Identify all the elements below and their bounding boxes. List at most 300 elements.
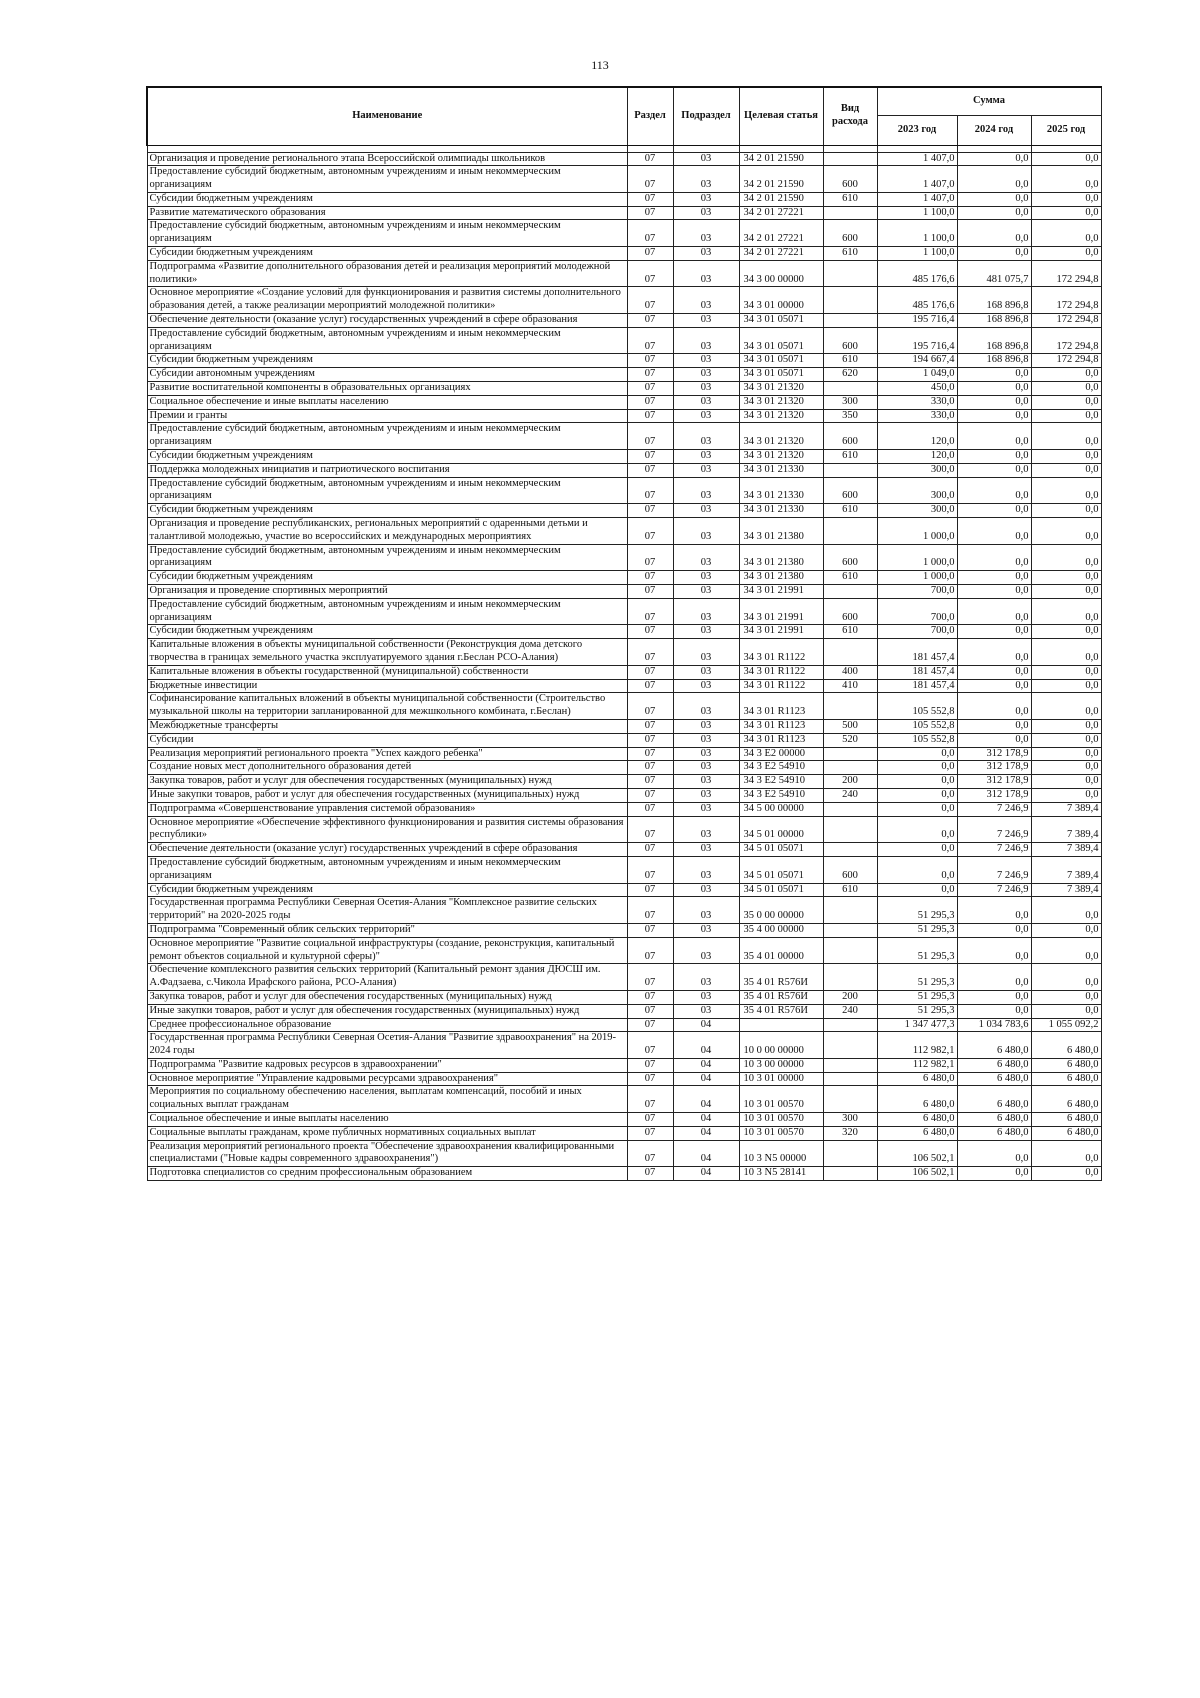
row-sum-2023: 485 176,6 bbox=[877, 287, 957, 314]
row-section: 07 bbox=[627, 897, 673, 924]
row-target-article: 35 4 00 00000 bbox=[739, 923, 823, 937]
row-sum-2023: 181 457,4 bbox=[877, 639, 957, 666]
row-sum-2024: 312 178,9 bbox=[957, 775, 1031, 789]
table-row bbox=[147, 883, 1101, 897]
row-sum-2023: 330,0 bbox=[877, 409, 957, 423]
row-target-article: 34 5 01 00000 bbox=[739, 816, 823, 843]
row-name: Подпрограмма "Развитие кадровых ресурсов в здравоохранении" bbox=[147, 1058, 627, 1072]
row-sum-2025: 0,0 bbox=[1031, 192, 1101, 206]
row-section: 07 bbox=[627, 625, 673, 639]
row-sum-2025: 0,0 bbox=[1031, 1140, 1101, 1167]
row-section: 07 bbox=[627, 719, 673, 733]
row-expense-type: 610 bbox=[823, 571, 877, 585]
row-sum-2025: 0,0 bbox=[1031, 679, 1101, 693]
row-subsection: 04 bbox=[673, 1167, 739, 1181]
row-expense-type bbox=[823, 518, 877, 545]
row-name: Капитальные вложения в объекты государственной (муниципальной) собственности bbox=[147, 665, 627, 679]
row-name: Поддержка молодежных инициатив и патриотического воспитания bbox=[147, 463, 627, 477]
row-name: Государственная программа Республики Северная Осетия-Алания "Развитие здравоохранения" на 2019-2024 годы bbox=[147, 1032, 627, 1059]
row-subsection: 03 bbox=[673, 409, 739, 423]
table-row bbox=[147, 368, 1101, 382]
row-sum-2023: 1 049,0 bbox=[877, 368, 957, 382]
row-section: 07 bbox=[627, 1004, 673, 1018]
row-sum-2024: 0,0 bbox=[957, 166, 1031, 193]
row-name: Субсидии автономным учреждениям bbox=[147, 368, 627, 382]
row-target-article: 34 3 01 05071 bbox=[739, 354, 823, 368]
row-name: Основное мероприятие "Развитие социальной инфраструктуры (создание, реконструкция, капитальный ремонт объектов социальной и культурной сферы)" bbox=[147, 937, 627, 964]
row-sum-2024: 0,0 bbox=[957, 450, 1031, 464]
row-sum-2023: 194 667,4 bbox=[877, 354, 957, 368]
row-expense-type: 500 bbox=[823, 719, 877, 733]
row-subsection: 03 bbox=[673, 733, 739, 747]
row-target-article bbox=[739, 1018, 823, 1032]
row-section: 07 bbox=[627, 382, 673, 396]
table-row bbox=[147, 571, 1101, 585]
row-target-article: 35 4 01 00000 bbox=[739, 937, 823, 964]
row-section: 07 bbox=[627, 1140, 673, 1167]
table-row bbox=[147, 598, 1101, 625]
row-target-article: 34 2 01 21590 bbox=[739, 166, 823, 193]
table-row bbox=[147, 1140, 1101, 1167]
table-row bbox=[147, 450, 1101, 464]
row-name: Субсидии бюджетным учреждениям bbox=[147, 450, 627, 464]
row-section: 07 bbox=[627, 220, 673, 247]
row-expense-type bbox=[823, 747, 877, 761]
row-expense-type: 200 bbox=[823, 990, 877, 1004]
row-sum-2024: 0,0 bbox=[957, 923, 1031, 937]
row-target-article: 10 3 N5 28141 bbox=[739, 1167, 823, 1181]
row-sum-2024: 0,0 bbox=[957, 247, 1031, 261]
row-subsection: 03 bbox=[673, 937, 739, 964]
row-name: Реализация мероприятий регионального проекта "Обеспечение здравоохранения квалифицированными специалистами ("Новые кадры современного здравоохранения") bbox=[147, 1140, 627, 1167]
row-sum-2025: 6 480,0 bbox=[1031, 1113, 1101, 1127]
row-section: 07 bbox=[627, 802, 673, 816]
table-row bbox=[147, 314, 1101, 328]
row-sum-2023: 51 295,3 bbox=[877, 937, 957, 964]
row-sum-2025: 0,0 bbox=[1031, 463, 1101, 477]
header-name: Наименование bbox=[147, 87, 627, 145]
row-sum-2023: 0,0 bbox=[877, 747, 957, 761]
row-section: 07 bbox=[627, 598, 673, 625]
row-name: Предоставление субсидий бюджетным, автономным учреждениям и иным некоммерческим организациям bbox=[147, 477, 627, 504]
row-sum-2023: 700,0 bbox=[877, 625, 957, 639]
row-subsection: 03 bbox=[673, 761, 739, 775]
row-sum-2025: 0,0 bbox=[1031, 719, 1101, 733]
row-subsection: 03 bbox=[673, 843, 739, 857]
row-sum-2024: 6 480,0 bbox=[957, 1072, 1031, 1086]
row-expense-type bbox=[823, 693, 877, 720]
row-section: 07 bbox=[627, 585, 673, 599]
row-section: 07 bbox=[627, 1072, 673, 1086]
row-sum-2024: 0,0 bbox=[957, 571, 1031, 585]
table-row bbox=[147, 625, 1101, 639]
row-target-article: 34 3 01 21320 bbox=[739, 395, 823, 409]
row-sum-2025: 7 389,4 bbox=[1031, 816, 1101, 843]
table-row bbox=[147, 287, 1101, 314]
row-name: Иные закупки товаров, работ и услуг для обеспечения государственных (муниципальных) нужд bbox=[147, 788, 627, 802]
row-expense-type: 610 bbox=[823, 883, 877, 897]
row-sum-2023: 6 480,0 bbox=[877, 1113, 957, 1127]
row-sum-2023: 700,0 bbox=[877, 585, 957, 599]
row-subsection: 04 bbox=[673, 1113, 739, 1127]
row-sum-2024: 6 480,0 bbox=[957, 1113, 1031, 1127]
row-sum-2024: 0,0 bbox=[957, 192, 1031, 206]
row-sum-2025: 0,0 bbox=[1031, 206, 1101, 220]
row-sum-2024: 0,0 bbox=[957, 665, 1031, 679]
row-expense-type bbox=[823, 761, 877, 775]
row-sum-2024: 7 246,9 bbox=[957, 856, 1031, 883]
row-sum-2023: 112 982,1 bbox=[877, 1032, 957, 1059]
row-subsection: 03 bbox=[673, 518, 739, 545]
row-subsection: 03 bbox=[673, 679, 739, 693]
row-section: 07 bbox=[627, 368, 673, 382]
row-name: Субсидии бюджетным учреждениям bbox=[147, 247, 627, 261]
row-sum-2025: 172 294,8 bbox=[1031, 354, 1101, 368]
row-sum-2024: 0,0 bbox=[957, 693, 1031, 720]
row-sum-2023: 51 295,3 bbox=[877, 897, 957, 924]
row-section: 07 bbox=[627, 775, 673, 789]
row-expense-type bbox=[823, 816, 877, 843]
row-name: Среднее профессиональное образование bbox=[147, 1018, 627, 1032]
row-expense-type: 610 bbox=[823, 192, 877, 206]
row-target-article: 34 3 01 21991 bbox=[739, 585, 823, 599]
row-subsection: 03 bbox=[673, 923, 739, 937]
row-subsection: 03 bbox=[673, 314, 739, 328]
row-section: 07 bbox=[627, 206, 673, 220]
table-row bbox=[147, 220, 1101, 247]
row-sum-2025: 0,0 bbox=[1031, 450, 1101, 464]
row-sum-2025: 7 389,4 bbox=[1031, 802, 1101, 816]
table-row bbox=[147, 843, 1101, 857]
row-expense-type bbox=[823, 152, 877, 166]
row-target-article: 35 4 01 R576И bbox=[739, 964, 823, 991]
row-section: 07 bbox=[627, 923, 673, 937]
row-sum-2024: 0,0 bbox=[957, 964, 1031, 991]
row-sum-2023: 330,0 bbox=[877, 395, 957, 409]
row-target-article: 34 3 01 21991 bbox=[739, 625, 823, 639]
table-row bbox=[147, 897, 1101, 924]
row-sum-2024: 0,0 bbox=[957, 679, 1031, 693]
row-subsection: 03 bbox=[673, 816, 739, 843]
row-sum-2025: 0,0 bbox=[1031, 423, 1101, 450]
row-subsection: 03 bbox=[673, 463, 739, 477]
row-sum-2024: 168 896,8 bbox=[957, 287, 1031, 314]
row-sum-2023: 1 407,0 bbox=[877, 192, 957, 206]
row-name: Бюджетные инвестиции bbox=[147, 679, 627, 693]
row-name: Субсидии бюджетным учреждениям bbox=[147, 504, 627, 518]
header-year-2025: 2025 год bbox=[1031, 115, 1101, 145]
row-expense-type bbox=[823, 964, 877, 991]
row-sum-2023: 105 552,8 bbox=[877, 719, 957, 733]
row-section: 07 bbox=[627, 1058, 673, 1072]
row-subsection: 04 bbox=[673, 1086, 739, 1113]
row-target-article: 10 3 01 00000 bbox=[739, 1072, 823, 1086]
row-expense-type bbox=[823, 1032, 877, 1059]
row-expense-type: 600 bbox=[823, 856, 877, 883]
row-sum-2025: 0,0 bbox=[1031, 937, 1101, 964]
row-sum-2025: 0,0 bbox=[1031, 504, 1101, 518]
table-row bbox=[147, 585, 1101, 599]
row-section: 07 bbox=[627, 856, 673, 883]
row-target-article: 10 3 01 00570 bbox=[739, 1113, 823, 1127]
row-target-article: 34 3 E2 54910 bbox=[739, 761, 823, 775]
row-sum-2025: 0,0 bbox=[1031, 152, 1101, 166]
row-subsection: 04 bbox=[673, 1018, 739, 1032]
row-section: 07 bbox=[627, 1167, 673, 1181]
row-section: 07 bbox=[627, 733, 673, 747]
row-sum-2025: 0,0 bbox=[1031, 625, 1101, 639]
row-sum-2025: 7 389,4 bbox=[1031, 883, 1101, 897]
row-subsection: 03 bbox=[673, 192, 739, 206]
row-section: 07 bbox=[627, 1086, 673, 1113]
row-sum-2023: 1 000,0 bbox=[877, 571, 957, 585]
row-name: Создание новых мест дополнительного образования детей bbox=[147, 761, 627, 775]
row-sum-2023: 0,0 bbox=[877, 816, 957, 843]
row-sum-2025: 0,0 bbox=[1031, 990, 1101, 1004]
row-sum-2023: 51 295,3 bbox=[877, 990, 957, 1004]
row-target-article: 35 0 00 00000 bbox=[739, 897, 823, 924]
table-row bbox=[147, 816, 1101, 843]
row-target-article: 34 3 01 R1123 bbox=[739, 693, 823, 720]
row-name: Предоставление субсидий бюджетным, автономным учреждениям и иным некоммерческим организациям bbox=[147, 423, 627, 450]
table-row bbox=[147, 679, 1101, 693]
table-row bbox=[147, 477, 1101, 504]
spacer-row bbox=[147, 145, 1101, 152]
row-subsection: 03 bbox=[673, 856, 739, 883]
row-target-article: 34 3 01 05071 bbox=[739, 327, 823, 354]
row-sum-2025: 0,0 bbox=[1031, 395, 1101, 409]
row-sum-2023: 105 552,8 bbox=[877, 733, 957, 747]
row-name: Закупка товаров, работ и услуг для обеспечения государственных (муниципальных) нужд bbox=[147, 990, 627, 1004]
row-sum-2023: 6 480,0 bbox=[877, 1126, 957, 1140]
row-target-article: 34 3 01 R1122 bbox=[739, 639, 823, 666]
row-target-article: 34 3 01 R1122 bbox=[739, 665, 823, 679]
table-row bbox=[147, 1032, 1101, 1059]
row-sum-2025: 6 480,0 bbox=[1031, 1086, 1101, 1113]
row-target-article: 35 4 01 R576И bbox=[739, 1004, 823, 1018]
row-section: 07 bbox=[627, 761, 673, 775]
table-row bbox=[147, 665, 1101, 679]
header-section: Раздел bbox=[627, 87, 673, 145]
row-sum-2023: 106 502,1 bbox=[877, 1167, 957, 1181]
row-target-article: 34 2 01 21590 bbox=[739, 192, 823, 206]
row-expense-type: 520 bbox=[823, 733, 877, 747]
row-sum-2023: 181 457,4 bbox=[877, 665, 957, 679]
row-sum-2023: 51 295,3 bbox=[877, 1004, 957, 1018]
row-target-article: 34 3 01 R1123 bbox=[739, 719, 823, 733]
row-section: 07 bbox=[627, 152, 673, 166]
row-name: Подпрограмма «Совершенствование управления системой образования» bbox=[147, 802, 627, 816]
row-sum-2024: 0,0 bbox=[957, 937, 1031, 964]
row-sum-2024: 7 246,9 bbox=[957, 843, 1031, 857]
row-subsection: 03 bbox=[673, 504, 739, 518]
page-number: 113 bbox=[591, 58, 609, 72]
row-sum-2025: 172 294,8 bbox=[1031, 327, 1101, 354]
row-name: Предоставление субсидий бюджетным, автономным учреждениям и иным некоммерческим организациям bbox=[147, 598, 627, 625]
row-expense-type: 600 bbox=[823, 544, 877, 571]
row-sum-2024: 0,0 bbox=[957, 477, 1031, 504]
row-sum-2023: 485 176,6 bbox=[877, 260, 957, 287]
row-target-article: 35 4 01 R576И bbox=[739, 990, 823, 1004]
table-row bbox=[147, 964, 1101, 991]
row-sum-2025: 0,0 bbox=[1031, 897, 1101, 924]
row-name: Предоставление субсидий бюджетным, автономным учреждениям и иным некоммерческим организациям bbox=[147, 166, 627, 193]
row-subsection: 03 bbox=[673, 747, 739, 761]
row-sum-2023: 105 552,8 bbox=[877, 693, 957, 720]
row-sum-2023: 51 295,3 bbox=[877, 964, 957, 991]
row-target-article: 34 3 00 00000 bbox=[739, 260, 823, 287]
row-name: Закупка товаров, работ и услуг для обеспечения государственных (муниципальных) нужд bbox=[147, 775, 627, 789]
row-sum-2025: 7 389,4 bbox=[1031, 843, 1101, 857]
table-row bbox=[147, 206, 1101, 220]
row-name: Реализация мероприятий регионального проекта "Успех каждого ребенка" bbox=[147, 747, 627, 761]
row-sum-2025: 0,0 bbox=[1031, 639, 1101, 666]
row-sum-2023: 0,0 bbox=[877, 843, 957, 857]
table-row bbox=[147, 395, 1101, 409]
row-name: Предоставление субсидий бюджетным, автономным учреждениям и иным некоммерческим организациям bbox=[147, 327, 627, 354]
table-row bbox=[147, 802, 1101, 816]
row-expense-type bbox=[823, 382, 877, 396]
table-row bbox=[147, 747, 1101, 761]
row-sum-2025: 0,0 bbox=[1031, 247, 1101, 261]
row-expense-type bbox=[823, 1086, 877, 1113]
row-target-article: 34 3 E2 00000 bbox=[739, 747, 823, 761]
table-row bbox=[147, 733, 1101, 747]
row-sum-2023: 1 407,0 bbox=[877, 152, 957, 166]
row-name: Иные закупки товаров, работ и услуг для обеспечения государственных (муниципальных) нужд bbox=[147, 1004, 627, 1018]
row-expense-type: 600 bbox=[823, 327, 877, 354]
row-subsection: 03 bbox=[673, 423, 739, 450]
row-name: Развитие математического образования bbox=[147, 206, 627, 220]
row-sum-2023: 0,0 bbox=[877, 802, 957, 816]
row-name: Субсидии бюджетным учреждениям bbox=[147, 192, 627, 206]
row-expense-type: 200 bbox=[823, 775, 877, 789]
row-subsection: 03 bbox=[673, 368, 739, 382]
row-expense-type: 320 bbox=[823, 1126, 877, 1140]
row-sum-2023: 120,0 bbox=[877, 450, 957, 464]
row-sum-2023: 120,0 bbox=[877, 423, 957, 450]
row-section: 07 bbox=[627, 883, 673, 897]
row-name: Предоставление субсидий бюджетным, автономным учреждениям и иным некоммерческим организациям bbox=[147, 220, 627, 247]
row-sum-2023: 0,0 bbox=[877, 788, 957, 802]
table-row bbox=[147, 409, 1101, 423]
row-name: Подготовка специалистов со средним профессиональным образованием bbox=[147, 1167, 627, 1181]
row-name: Софинансирование капитальных вложений в объекты муниципальной собственности (Строительство музыкальной школы на территории запланированной для межшкольного комбината, г.Беслан) bbox=[147, 693, 627, 720]
table-row bbox=[147, 856, 1101, 883]
row-section: 07 bbox=[627, 518, 673, 545]
row-section: 07 bbox=[627, 166, 673, 193]
row-sum-2024: 0,0 bbox=[957, 1167, 1031, 1181]
row-subsection: 03 bbox=[673, 775, 739, 789]
row-expense-type: 620 bbox=[823, 368, 877, 382]
row-sum-2023: 1 407,0 bbox=[877, 166, 957, 193]
row-expense-type bbox=[823, 206, 877, 220]
row-sum-2023: 0,0 bbox=[877, 856, 957, 883]
row-target-article: 34 3 01 05071 bbox=[739, 314, 823, 328]
row-expense-type: 600 bbox=[823, 220, 877, 247]
row-section: 07 bbox=[627, 354, 673, 368]
row-subsection: 03 bbox=[673, 327, 739, 354]
row-sum-2025: 0,0 bbox=[1031, 761, 1101, 775]
row-target-article: 34 3 01 21320 bbox=[739, 423, 823, 450]
row-sum-2023: 700,0 bbox=[877, 598, 957, 625]
row-expense-type: 600 bbox=[823, 166, 877, 193]
row-name: Предоставление субсидий бюджетным, автономным учреждениям и иным некоммерческим организациям bbox=[147, 856, 627, 883]
row-sum-2023: 1 100,0 bbox=[877, 206, 957, 220]
row-target-article: 10 3 N5 00000 bbox=[739, 1140, 823, 1167]
row-expense-type: 600 bbox=[823, 477, 877, 504]
table-row bbox=[147, 761, 1101, 775]
row-name: Субсидии бюджетным учреждениям bbox=[147, 625, 627, 639]
row-sum-2025: 0,0 bbox=[1031, 788, 1101, 802]
row-target-article: 34 2 01 27221 bbox=[739, 220, 823, 247]
row-subsection: 03 bbox=[673, 382, 739, 396]
row-target-article: 10 0 00 00000 bbox=[739, 1032, 823, 1059]
row-target-article: 34 5 01 05071 bbox=[739, 856, 823, 883]
table-row bbox=[147, 1058, 1101, 1072]
row-name: Обеспечение деятельности (оказание услуг) государственных учреждений в сфере образования bbox=[147, 843, 627, 857]
row-expense-type bbox=[823, 923, 877, 937]
row-section: 07 bbox=[627, 843, 673, 857]
row-name: Государственная программа Республики Северная Осетия-Алания "Комплексное развитие сельских территорий" на 2020-2025 годы bbox=[147, 897, 627, 924]
row-expense-type bbox=[823, 314, 877, 328]
row-section: 07 bbox=[627, 463, 673, 477]
row-name: Капитальные вложения в объекты муниципальной собственности (Реконструкция дома детского творчества в границах земельного участка эксплуатируемого здания г.Беслан РСО-Алания) bbox=[147, 639, 627, 666]
row-sum-2023: 450,0 bbox=[877, 382, 957, 396]
table-row bbox=[147, 423, 1101, 450]
row-section: 07 bbox=[627, 544, 673, 571]
row-section: 07 bbox=[627, 1113, 673, 1127]
row-sum-2023: 1 000,0 bbox=[877, 544, 957, 571]
row-sum-2024: 7 246,9 bbox=[957, 802, 1031, 816]
row-target-article: 34 5 00 00000 bbox=[739, 802, 823, 816]
row-sum-2024: 0,0 bbox=[957, 368, 1031, 382]
row-sum-2024: 0,0 bbox=[957, 206, 1031, 220]
table-row bbox=[147, 544, 1101, 571]
row-section: 07 bbox=[627, 409, 673, 423]
row-sum-2024: 6 480,0 bbox=[957, 1058, 1031, 1072]
row-name: Организация и проведение спортивных мероприятий bbox=[147, 585, 627, 599]
row-sum-2025: 0,0 bbox=[1031, 166, 1101, 193]
row-target-article: 10 3 01 00570 bbox=[739, 1086, 823, 1113]
row-section: 07 bbox=[627, 1018, 673, 1032]
header-subsection: Подраздел bbox=[673, 87, 739, 145]
row-expense-type: 240 bbox=[823, 788, 877, 802]
row-target-article: 34 3 01 R1123 bbox=[739, 733, 823, 747]
row-expense-type: 600 bbox=[823, 423, 877, 450]
table-row bbox=[147, 518, 1101, 545]
row-target-article: 34 2 01 21590 bbox=[739, 152, 823, 166]
row-section: 07 bbox=[627, 314, 673, 328]
row-sum-2024: 0,0 bbox=[957, 382, 1031, 396]
row-subsection: 04 bbox=[673, 1058, 739, 1072]
row-sum-2025: 0,0 bbox=[1031, 220, 1101, 247]
row-expense-type: 350 bbox=[823, 409, 877, 423]
row-target-article: 34 3 01 21380 bbox=[739, 518, 823, 545]
row-target-article: 34 3 01 05071 bbox=[739, 368, 823, 382]
row-target-article: 34 2 01 27221 bbox=[739, 247, 823, 261]
row-name: Организация и проведение регионального этапа Всероссийской олимпиады школьников bbox=[147, 152, 627, 166]
row-section: 07 bbox=[627, 937, 673, 964]
row-name: Развитие воспитательной компоненты в образовательных организациях bbox=[147, 382, 627, 396]
table-row bbox=[147, 775, 1101, 789]
row-subsection: 03 bbox=[673, 571, 739, 585]
row-expense-type: 300 bbox=[823, 395, 877, 409]
row-sum-2023: 6 480,0 bbox=[877, 1072, 957, 1086]
row-sum-2023: 0,0 bbox=[877, 883, 957, 897]
row-expense-type bbox=[823, 1072, 877, 1086]
row-section: 07 bbox=[627, 287, 673, 314]
